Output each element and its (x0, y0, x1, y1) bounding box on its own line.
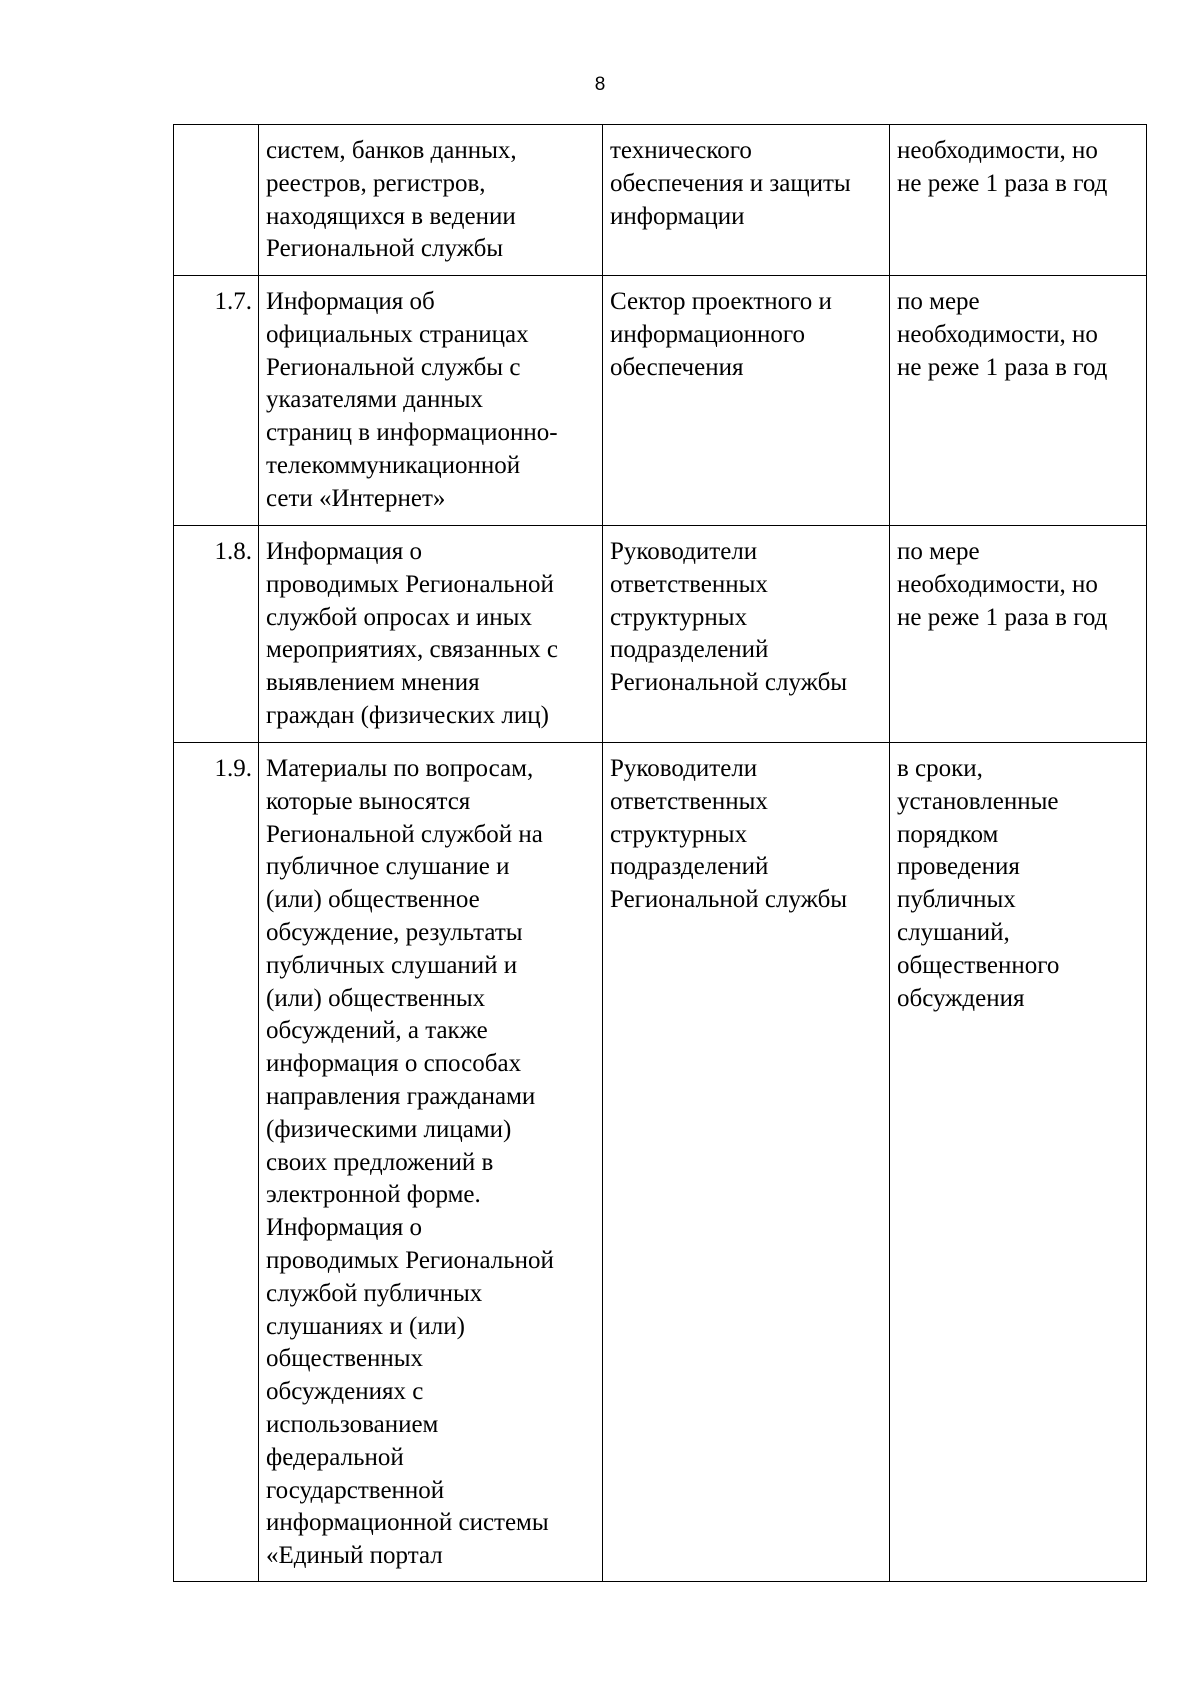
text-line: обсуждений, а также (266, 1017, 488, 1045)
text-line: Региональной службой на (266, 820, 543, 848)
text-line: в сроки, (897, 755, 983, 782)
text-line: обеспечения (610, 353, 744, 381)
text-line: Информация об (266, 288, 435, 315)
text-line: (или) общественное (266, 886, 480, 914)
info-cell (259, 743, 603, 1582)
text-line: направления гражданами (266, 1082, 536, 1110)
term-cell (890, 743, 1147, 1582)
text-line: Региональной службы (266, 235, 504, 263)
text-line: обсуждениях с (266, 1378, 424, 1406)
row-number: 1.8. (174, 526, 259, 743)
text-line: ответственных (610, 570, 768, 598)
text-line: Руководители (610, 538, 758, 565)
text-line: службой опросах и иных (266, 603, 532, 631)
row-number: 1.7. (174, 276, 259, 526)
document-table (173, 124, 1147, 1582)
row-number (174, 125, 259, 276)
text-line: реестров, регистров, (266, 169, 486, 197)
text-line: которые выносятся (266, 787, 471, 815)
text-line: обсуждение, результаты (266, 918, 523, 946)
table-row-1-9 (174, 743, 1147, 1582)
responsible-cell (603, 743, 890, 1582)
text-line: не реже 1 раза в год (897, 603, 1108, 631)
text-line: граждан (физических лиц) (266, 701, 549, 729)
text-line: мероприятиях, связанных с (266, 636, 558, 664)
table-row-1-8 (174, 526, 1147, 743)
text-line: официальных страницах (266, 320, 529, 348)
text-line: Региональной службы (610, 669, 848, 697)
responsible-cell (603, 276, 890, 526)
text-line: структурных (610, 603, 748, 631)
text-line: информационной системы (266, 1509, 549, 1537)
text-line: не реже 1 раза в год (897, 353, 1108, 381)
text-line: проводимых Региональной (266, 1246, 554, 1274)
text-line: использованием (266, 1410, 439, 1438)
text-line: сети «Интернет» (266, 484, 446, 512)
text-line: находящихся в ведении (266, 202, 516, 230)
text-line: Руководители (610, 755, 758, 782)
text-line: необходимости, но (897, 570, 1098, 598)
text-line: государственной (266, 1476, 445, 1504)
text-line: порядком (897, 820, 999, 848)
text-line: информация о способах (266, 1050, 522, 1078)
text-line: не реже 1 раза в год (897, 169, 1108, 197)
text-line: публичных (897, 886, 1016, 914)
text-line: обеспечения и защиты (610, 169, 851, 197)
text-line: электронной форме. (266, 1181, 481, 1209)
info-cell (259, 526, 603, 743)
text-line: систем, банков данных, (266, 137, 517, 164)
text-line: Материалы по вопросам, (266, 755, 534, 782)
text-line: подразделений (610, 853, 769, 881)
text-line: Региональной службы с (266, 353, 521, 381)
text-line: Информация о (266, 538, 423, 565)
text-line: Информация о (266, 1214, 423, 1242)
text-line: Региональной службы (610, 886, 848, 914)
text-line: слушаний, (897, 918, 1010, 946)
term-cell (890, 526, 1147, 743)
text-line: подразделений (610, 636, 769, 664)
text-line: (физическими лицами) (266, 1115, 512, 1143)
text-line: публичных слушаний и (266, 951, 518, 979)
table-row-continuation (174, 125, 1147, 276)
text-line: информационного (610, 320, 805, 348)
text-line: Сектор проектного и (610, 288, 832, 315)
text-line: информации (610, 202, 745, 230)
info-cell (259, 125, 603, 276)
text-line: (или) общественных (266, 984, 486, 1012)
text-line: телекоммуникационной (266, 451, 521, 479)
text-line: структурных (610, 820, 748, 848)
text-line: по мере (897, 538, 980, 565)
text-line: установленные (897, 787, 1059, 815)
text-line: федеральной (266, 1443, 404, 1471)
text-line: технического (610, 137, 752, 164)
text-line: необходимости, но (897, 320, 1098, 348)
text-line: слушаниях и (или) (266, 1312, 465, 1340)
page-number: 8 (594, 74, 606, 95)
text-line: своих предложений в (266, 1148, 494, 1176)
text-line: необходимости, но (897, 137, 1098, 164)
text-line: обсуждения (897, 984, 1025, 1012)
text-line: по мере (897, 288, 980, 315)
text-line: публичное слушание и (266, 853, 510, 881)
text-line: проведения (897, 853, 1020, 881)
text-line: проводимых Региональной (266, 570, 554, 598)
text-line: общественного (897, 951, 1060, 979)
info-cell (259, 276, 603, 526)
table-row-1-7 (174, 276, 1147, 526)
text-line: выявлением мнения (266, 669, 480, 697)
text-line: ответственных (610, 787, 768, 815)
text-line: страниц в информационно- (266, 419, 558, 447)
term-cell (890, 125, 1147, 276)
term-cell (890, 276, 1147, 526)
responsible-cell (603, 526, 890, 743)
text-line: указателями данных (266, 386, 484, 414)
text-line: службой публичных (266, 1279, 483, 1307)
row-number: 1.9. (174, 743, 259, 1582)
text-line: «Единый портал (266, 1542, 443, 1570)
responsible-cell (603, 125, 890, 276)
text-line: общественных (266, 1345, 424, 1373)
